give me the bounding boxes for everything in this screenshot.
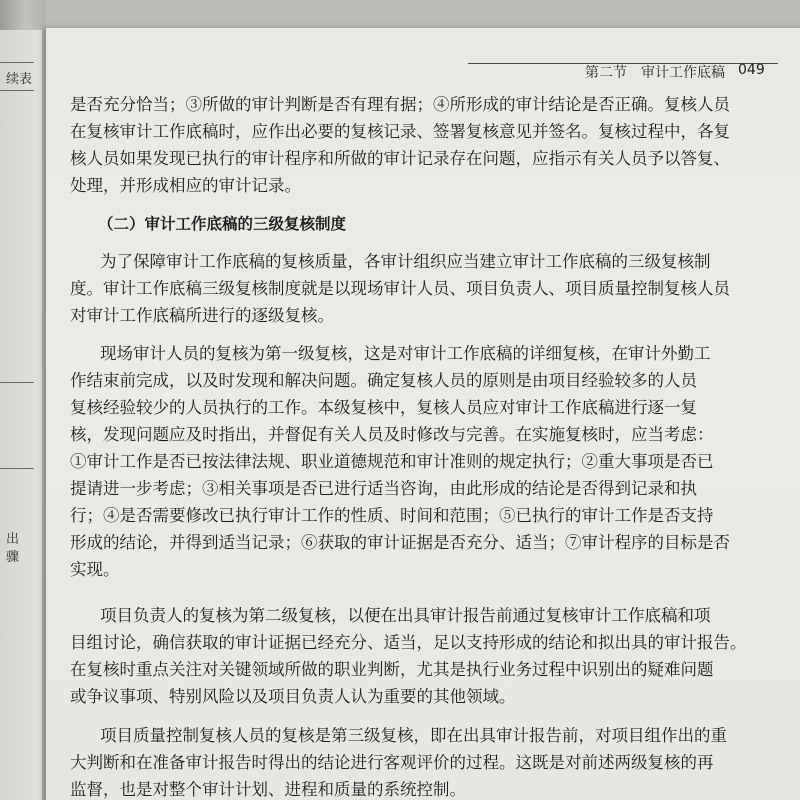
page-number: 049 bbox=[738, 62, 765, 78]
text-line: 项目负责人的复核为第二级复核，以便在出具审计报告前通过复核审计工作底稿和项 bbox=[100, 606, 711, 625]
text-line: 目组讨论，确信获取的审计证据已经充分、适当，足以支持形成的结论和拟出具的审计报告。 bbox=[70, 633, 747, 652]
left-page-rule bbox=[0, 382, 34, 383]
left-page-char: 骤 bbox=[6, 550, 20, 565]
left-page-edge bbox=[0, 0, 46, 800]
text-line: 在复核审计工作底稿时，应作出必要的复核记录、签署复核意见并签名。复核过程中，各复 bbox=[70, 122, 730, 141]
running-header-section: 第二节 审计工作底稿 bbox=[585, 65, 725, 81]
left-page-char: 出 bbox=[6, 532, 20, 547]
left-page-rule bbox=[0, 90, 34, 91]
text-line: 形成的结论，并得到适当记录；⑥获取的审计证据是否充分、适当；⑦审计程序的目标是否 bbox=[70, 533, 730, 552]
left-page-strip bbox=[0, 30, 42, 800]
text-line: 现场审计人员的复核为第一级复核，这是对审计工作底稿的详细复核，在审计外勤工 bbox=[100, 344, 711, 363]
text-line: 大判断和在准备审计报告时得出的结论进行客观评价的过程。这既是对前述两级复核的再 bbox=[70, 753, 714, 772]
text-line: 作结束前完成，以及时发现和解决问题。确定复核人员的原则是由项目经验较多的人员 bbox=[70, 371, 697, 390]
text-line: 行；④是否需要修改已执行审计工作的性质、时间和范围；⑤已执行的审计工作是否支持 bbox=[70, 506, 714, 525]
left-page-label: 续表 bbox=[6, 72, 33, 87]
text-line: 或争议事项、特别风险以及项目负责人认为重要的其他领域。 bbox=[70, 687, 516, 706]
left-page-rule bbox=[0, 62, 34, 63]
text-line: 为了保障审计工作底稿的复核质量，各审计组织应当建立审计工作底稿的三级复核制 bbox=[100, 252, 711, 271]
text-line: 项目质量控制复核人员的复核是第三级复核，即在出具审计报告前，对项目组作出的重 bbox=[100, 726, 727, 745]
text-line: 核，发现问题应及时指出，并督促有关人员及时修改与完善。在实施复核时，应当考虑： bbox=[70, 425, 714, 444]
left-page-rule bbox=[0, 468, 34, 469]
text-line: 在复核时重点关注对关键领域所做的职业判断，尤其是执行业务过程中识别出的疑难问题 bbox=[70, 660, 714, 679]
text-line: 提请进一步考虑；③相关事项是否已进行适当咨询，由此形成的结论是否得到记录和执 bbox=[70, 479, 697, 498]
section-heading: （二）审计工作底稿的三级复核制度 bbox=[98, 215, 347, 233]
text-line: 实现。 bbox=[70, 560, 120, 579]
text-line: 对审计工作底稿所进行的逐级复核。 bbox=[70, 306, 334, 325]
text-line: ①审计工作是否已按法律法规、职业道德规范和审计准则的规定执行；②重大事项是否已 bbox=[70, 452, 714, 471]
text-line: 监督，也是对整个审计计划、进程和质量的系统控制。 bbox=[70, 780, 466, 799]
text-line: 度。审计工作底稿三级复核制度就是以现场审计人员、项目负责人、项目质量控制复核人员 bbox=[70, 279, 730, 298]
text-line: 核人员如果发现已执行的审计程序和所做的审计记录存在问题，应指示有关人员予以答复、 bbox=[70, 149, 730, 168]
text-line: 是否充分恰当；③所做的审计判断是否有理有据；④所形成的审计结论是否正确。复核人员 bbox=[70, 95, 730, 114]
text-line: 处理，并形成相应的审计记录。 bbox=[70, 176, 301, 195]
text-line: 复核经验较少的人员执行的工作。本级复核中，复核人员应对审计工作底稿进行逐一复 bbox=[70, 398, 697, 417]
